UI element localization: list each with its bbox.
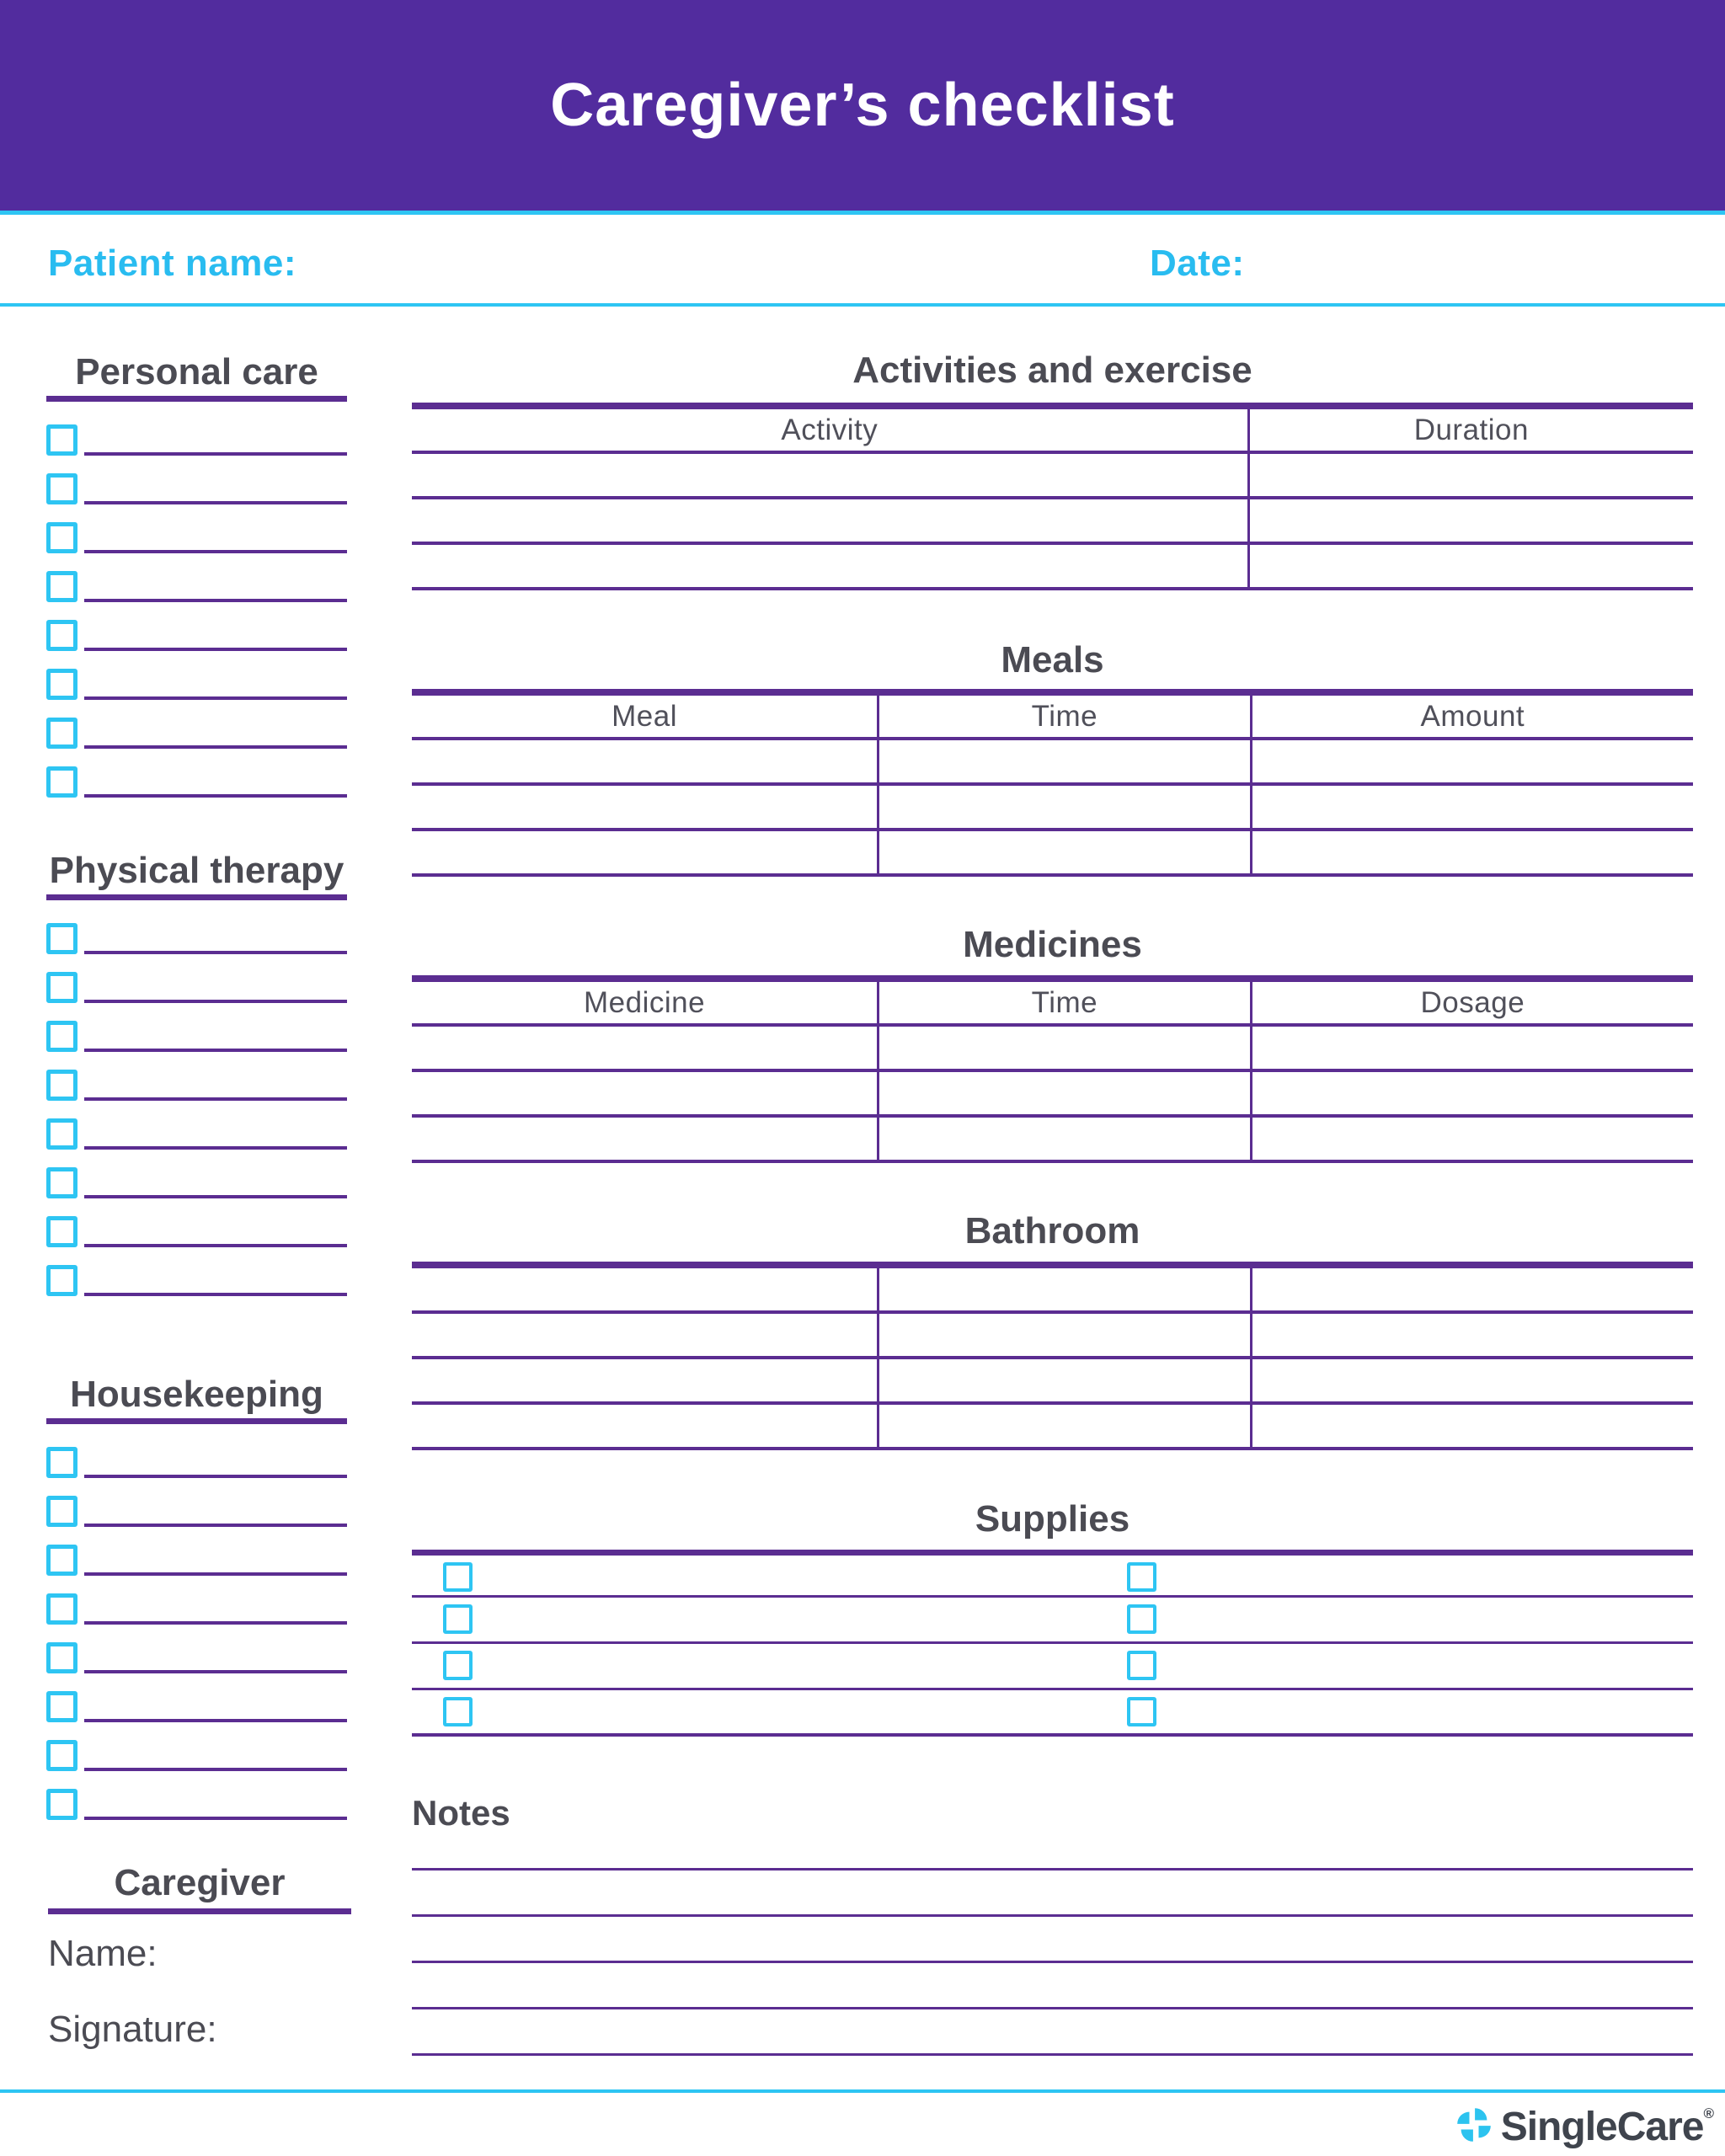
meals-title: Meals bbox=[1001, 639, 1104, 680]
medicines-row bbox=[412, 1072, 1693, 1118]
amount-cell bbox=[1250, 740, 1693, 782]
meals-header-row bbox=[412, 696, 1693, 740]
dosage-cell bbox=[1250, 1072, 1693, 1114]
bathroom-cell bbox=[877, 1268, 1250, 1310]
singlecare-clover-icon bbox=[1455, 2106, 1493, 2148]
write-in-line bbox=[84, 1475, 347, 1478]
physical-therapy-heading: Physical therapy bbox=[49, 850, 344, 891]
checkbox[interactable] bbox=[46, 473, 77, 504]
activity-cell bbox=[412, 545, 1247, 587]
write-in-line bbox=[84, 1817, 347, 1820]
write-in-line bbox=[84, 1572, 347, 1576]
write-in-line bbox=[84, 1244, 347, 1247]
amount-column-header: Amount bbox=[1250, 696, 1693, 737]
heading-underline bbox=[46, 1418, 347, 1424]
personal-care-row bbox=[46, 669, 347, 718]
checkbox[interactable] bbox=[46, 1789, 77, 1820]
medicine-cell bbox=[412, 1072, 877, 1114]
physical-therapy-row bbox=[46, 1216, 347, 1265]
write-in-line bbox=[84, 745, 347, 749]
checkbox[interactable] bbox=[443, 1562, 473, 1592]
time-cell bbox=[877, 1118, 1250, 1160]
activity-cell bbox=[412, 454, 1247, 496]
meals-row bbox=[412, 786, 1693, 831]
write-in-line bbox=[84, 696, 347, 700]
meal-cell bbox=[412, 786, 877, 828]
housekeeping-row bbox=[46, 1545, 347, 1593]
time-column-header: Time bbox=[877, 982, 1250, 1023]
medicines-row bbox=[412, 1027, 1693, 1072]
write-in-line bbox=[84, 1524, 347, 1527]
supplies-row bbox=[412, 1598, 1693, 1644]
bathroom-cell bbox=[412, 1314, 877, 1356]
caregiver-heading: Caregiver bbox=[114, 1862, 286, 1903]
personal-care-row bbox=[46, 522, 347, 571]
dosage-cell bbox=[1250, 1118, 1693, 1160]
meals-table bbox=[412, 689, 1693, 877]
meal-column-header: Meal bbox=[611, 699, 677, 733]
write-in-line bbox=[84, 1293, 347, 1296]
housekeeping-row bbox=[46, 1642, 347, 1691]
heading-underline bbox=[48, 1908, 351, 1914]
housekeeping-row bbox=[46, 1447, 347, 1496]
bathroom-row bbox=[412, 1359, 1693, 1405]
meals-row bbox=[412, 740, 1693, 786]
supplies-title: Supplies bbox=[975, 1498, 1130, 1540]
singlecare-wordmark: SingleCare® bbox=[1500, 2105, 1713, 2149]
write-in-line bbox=[84, 1049, 347, 1052]
date-label: Date: bbox=[1150, 243, 1245, 284]
housekeeping-row bbox=[46, 1691, 347, 1740]
physical-therapy-row bbox=[46, 1265, 347, 1314]
checkbox[interactable] bbox=[1127, 1651, 1156, 1680]
section-housekeeping bbox=[46, 1373, 347, 1838]
checkbox[interactable] bbox=[443, 1651, 473, 1680]
caregiver-name-label: Name: bbox=[48, 1933, 158, 1974]
checkbox[interactable] bbox=[46, 718, 77, 749]
activities-row bbox=[412, 499, 1693, 545]
physical-therapy-row bbox=[46, 1167, 347, 1216]
activity-cell bbox=[412, 499, 1247, 542]
duration-column-header: Duration bbox=[1247, 409, 1693, 451]
notes-write-in-line bbox=[412, 1870, 1693, 1917]
notes-write-in-line bbox=[412, 2009, 1693, 2056]
bathroom-cell bbox=[412, 1405, 877, 1447]
right-column bbox=[412, 0, 1693, 2156]
time-cell bbox=[877, 831, 1250, 873]
write-in-line bbox=[84, 1146, 347, 1150]
supplies-row bbox=[412, 1644, 1693, 1690]
write-in-line bbox=[84, 599, 347, 602]
housekeeping-heading: Housekeeping bbox=[70, 1374, 323, 1415]
checkbox[interactable] bbox=[443, 1697, 473, 1726]
supplies-list bbox=[412, 1550, 1693, 1737]
notes-write-in-line bbox=[412, 1824, 1693, 1870]
checkbox[interactable] bbox=[46, 1167, 77, 1198]
heading-underline bbox=[46, 894, 347, 900]
time-cell bbox=[877, 740, 1250, 782]
personal-care-row bbox=[46, 620, 347, 669]
bathroom-cell bbox=[877, 1359, 1250, 1401]
physical-therapy-row bbox=[46, 1118, 347, 1167]
supplies-row bbox=[412, 1556, 1693, 1598]
bathroom-cell bbox=[877, 1314, 1250, 1356]
time-cell bbox=[877, 786, 1250, 828]
checkbox[interactable] bbox=[46, 766, 77, 798]
checkbox[interactable] bbox=[46, 522, 77, 553]
medicine-column-header: Medicine bbox=[584, 985, 706, 1019]
checkbox[interactable] bbox=[46, 1021, 77, 1052]
activities-table bbox=[412, 403, 1693, 590]
page-title: Caregiver’s checklist bbox=[550, 72, 1175, 139]
checkbox[interactable] bbox=[46, 1447, 77, 1478]
write-in-line bbox=[84, 1670, 347, 1673]
bathroom-cell bbox=[1250, 1314, 1693, 1356]
activities-header-row bbox=[412, 409, 1693, 454]
personal-care-row bbox=[46, 766, 347, 815]
checkbox[interactable] bbox=[46, 620, 77, 651]
write-in-line bbox=[84, 794, 347, 798]
personal-care-row bbox=[46, 571, 347, 620]
meals-row bbox=[412, 831, 1693, 877]
bathroom-cell bbox=[877, 1405, 1250, 1447]
caregiver-signature-label: Signature: bbox=[48, 2009, 217, 2050]
section-personal-care bbox=[46, 350, 347, 815]
write-in-line bbox=[84, 1768, 347, 1771]
checkbox[interactable] bbox=[46, 923, 77, 954]
housekeeping-row bbox=[46, 1789, 347, 1838]
section-physical-therapy bbox=[46, 849, 347, 1314]
checkbox[interactable] bbox=[46, 1642, 77, 1673]
activities-row bbox=[412, 545, 1693, 590]
write-in-line bbox=[84, 1195, 347, 1198]
write-in-line bbox=[84, 951, 347, 954]
checkbox[interactable] bbox=[46, 571, 77, 602]
singlecare-logo bbox=[1455, 2104, 1713, 2150]
physical-therapy-row bbox=[46, 1021, 347, 1070]
personal-care-row bbox=[46, 424, 347, 473]
housekeeping-row bbox=[46, 1593, 347, 1642]
checkbox[interactable] bbox=[46, 1740, 77, 1771]
checkbox[interactable] bbox=[46, 1545, 77, 1576]
medicines-title: Medicines bbox=[963, 924, 1142, 965]
registered-trademark: ® bbox=[1703, 2105, 1713, 2121]
checkbox[interactable] bbox=[46, 1593, 77, 1625]
write-in-line bbox=[84, 1097, 347, 1101]
bathroom-cell bbox=[1250, 1359, 1693, 1401]
bathroom-cell bbox=[1250, 1405, 1693, 1447]
medicines-row bbox=[412, 1118, 1693, 1163]
bathroom-table bbox=[412, 1262, 1693, 1450]
checkbox[interactable] bbox=[46, 972, 77, 1003]
activities-title: Activities and exercise bbox=[852, 350, 1252, 391]
medicines-header-row bbox=[412, 982, 1693, 1027]
write-in-line bbox=[84, 648, 347, 651]
physical-therapy-row bbox=[46, 972, 347, 1021]
write-in-line bbox=[84, 550, 347, 553]
checkbox[interactable] bbox=[46, 669, 77, 700]
section-caregiver bbox=[48, 1863, 351, 2051]
physical-therapy-row bbox=[46, 923, 347, 972]
checkbox[interactable] bbox=[46, 424, 77, 456]
meal-cell bbox=[412, 740, 877, 782]
checkbox[interactable] bbox=[46, 1070, 77, 1101]
amount-cell bbox=[1250, 831, 1693, 873]
notes-write-in-line bbox=[412, 1963, 1693, 2009]
time-cell bbox=[877, 1027, 1250, 1069]
write-in-line bbox=[84, 452, 347, 456]
activities-row bbox=[412, 454, 1693, 499]
bathroom-title: Bathroom bbox=[964, 1210, 1140, 1251]
bathroom-cell bbox=[1250, 1268, 1693, 1310]
duration-cell bbox=[1247, 545, 1693, 587]
supplies-row bbox=[412, 1690, 1693, 1737]
activity-column-header: Activity bbox=[781, 413, 879, 446]
duration-cell bbox=[1247, 454, 1693, 496]
housekeeping-row bbox=[46, 1740, 347, 1789]
dosage-column-header: Dosage bbox=[1250, 982, 1693, 1023]
duration-cell bbox=[1247, 499, 1693, 542]
bathroom-row bbox=[412, 1314, 1693, 1359]
checkbox[interactable] bbox=[46, 1216, 77, 1247]
write-in-line bbox=[84, 1621, 347, 1625]
meal-cell bbox=[412, 831, 877, 873]
personal-care-heading: Personal care bbox=[75, 351, 318, 392]
personal-care-row bbox=[46, 718, 347, 766]
amount-cell bbox=[1250, 786, 1693, 828]
physical-therapy-row bbox=[46, 1070, 347, 1118]
time-column-header: Time bbox=[877, 696, 1250, 737]
checkbox[interactable] bbox=[443, 1604, 473, 1634]
write-in-line bbox=[84, 1000, 347, 1003]
write-in-line bbox=[84, 1719, 347, 1722]
bathroom-cell bbox=[412, 1359, 877, 1401]
footer-divider bbox=[0, 2089, 1725, 2093]
time-cell bbox=[877, 1072, 1250, 1114]
notes-label: Notes bbox=[412, 1793, 510, 1833]
housekeeping-row bbox=[46, 1496, 347, 1545]
bathroom-row bbox=[412, 1268, 1693, 1314]
medicine-cell bbox=[412, 1027, 877, 1069]
checkbox[interactable] bbox=[46, 1265, 77, 1296]
checkbox[interactable] bbox=[1127, 1562, 1156, 1592]
personal-care-row bbox=[46, 473, 347, 522]
medicine-cell bbox=[412, 1118, 877, 1160]
checkbox[interactable] bbox=[46, 1496, 77, 1527]
checkbox[interactable] bbox=[1127, 1697, 1156, 1726]
bathroom-cell bbox=[412, 1268, 877, 1310]
heading-underline bbox=[46, 396, 347, 402]
bathroom-row bbox=[412, 1405, 1693, 1450]
checkbox[interactable] bbox=[46, 1118, 77, 1150]
checkbox[interactable] bbox=[46, 1691, 77, 1722]
checkbox[interactable] bbox=[1127, 1604, 1156, 1634]
notes-write-in-line bbox=[412, 1917, 1693, 1963]
dosage-cell bbox=[1250, 1027, 1693, 1069]
patient-name-label: Patient name: bbox=[48, 243, 297, 284]
write-in-line bbox=[84, 501, 347, 504]
medicines-table bbox=[412, 975, 1693, 1163]
